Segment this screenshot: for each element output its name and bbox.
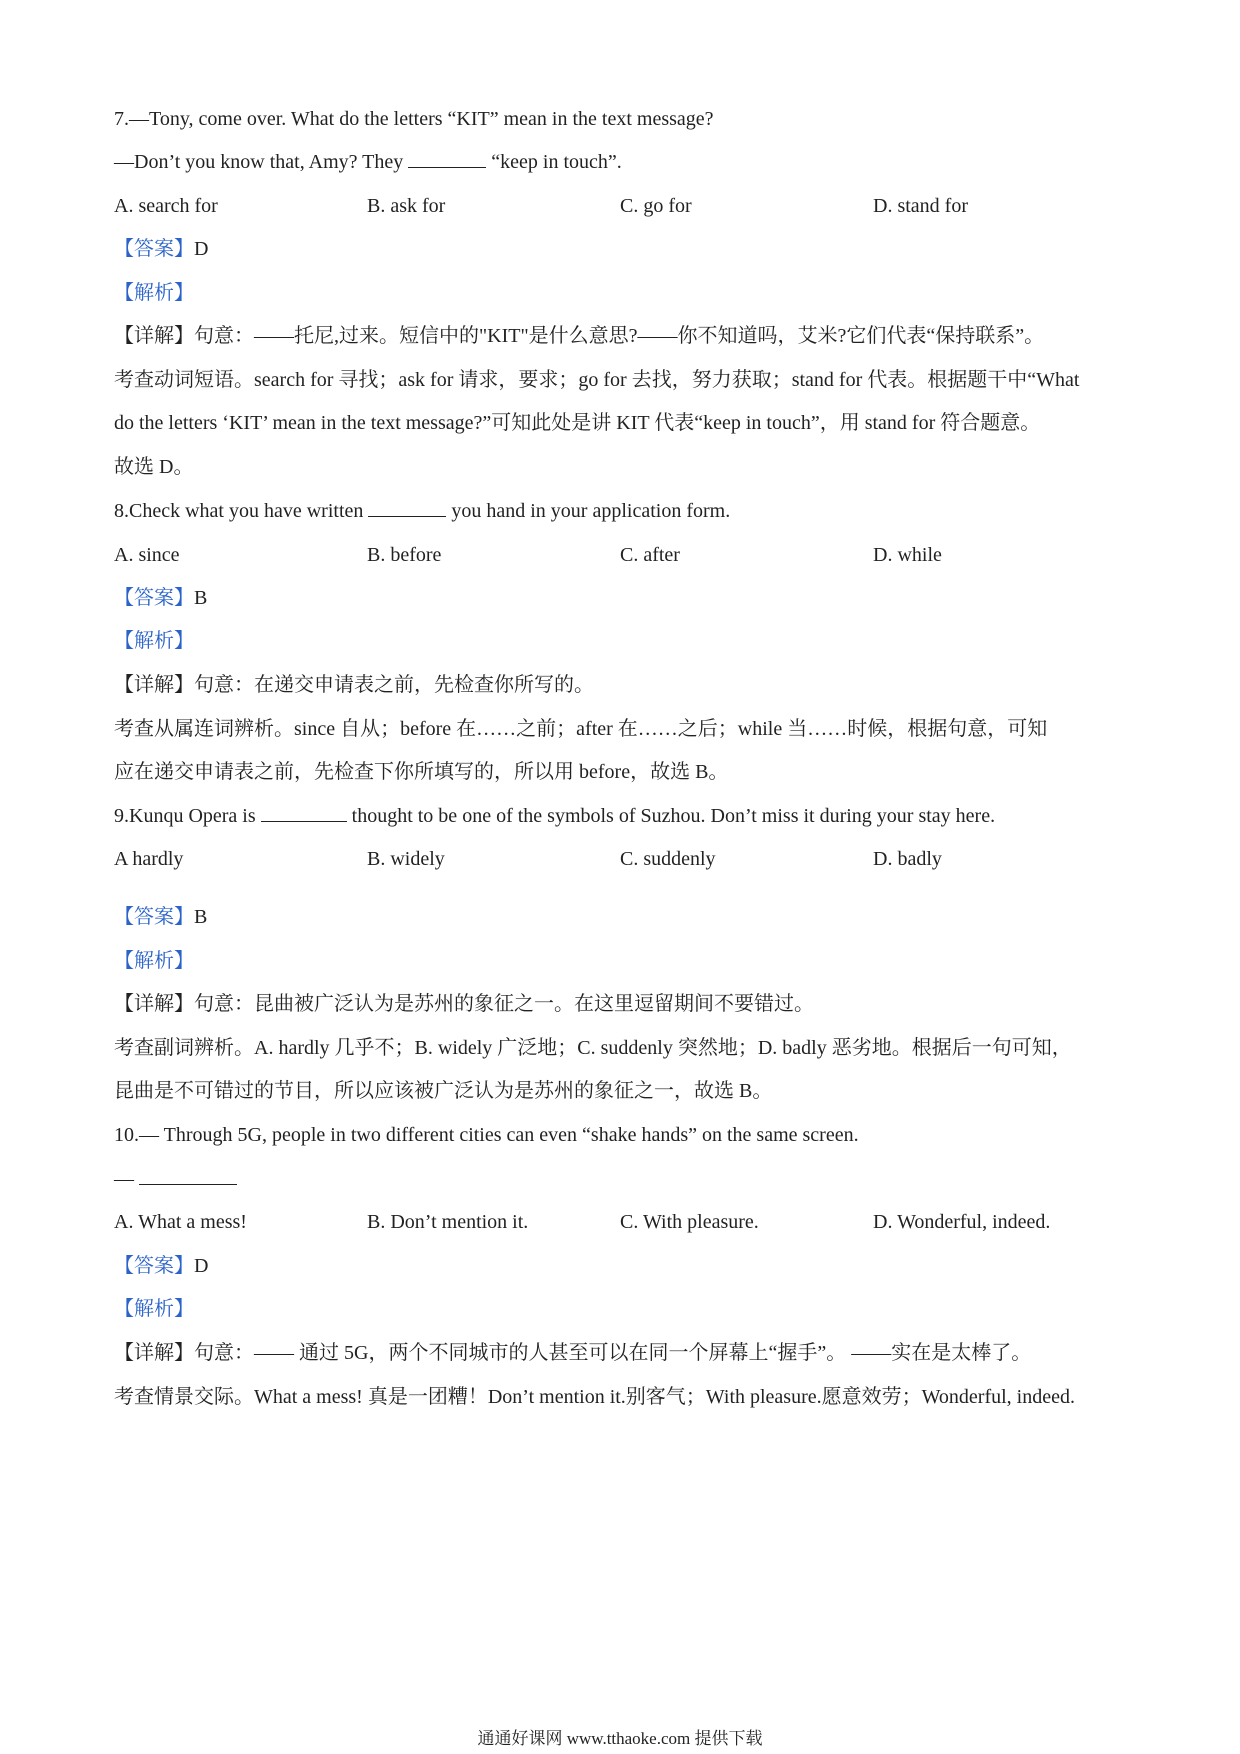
q8-option-c: C. after (620, 544, 680, 566)
q8-analysis-heading: 【解析】 (114, 630, 194, 652)
q7-response: —Don’t you know that, Amy? They “keep in touch”. (114, 151, 622, 173)
q8-stem: 8.Check what you have written you hand in your application form. (114, 500, 731, 522)
answer-blank (139, 1166, 237, 1185)
q7-option-c: C. go for (620, 195, 692, 217)
q7-answer: 【答案】D (114, 238, 209, 260)
q7-option-d: D. stand for (873, 195, 968, 217)
q10-option-b: B. Don’t mention it. (367, 1211, 529, 1233)
q10-stem: 10.— Through 5G, people in two different cities can even “shake hands” on the same screen. (114, 1124, 859, 1146)
q8-option-a: A. since (114, 544, 180, 566)
q7-explanation-line: 考查动词短语。search for 寻找；ask for 请求，要求；go for 去找，努力获取；stand for 代表。根据题干中“What (114, 369, 1080, 391)
q10-detail: 【详解】句意：—— 通过 5G，两个不同城市的人甚至可以在同一个屏幕上“握手”。 ——实在是太棒了。 (114, 1342, 1032, 1364)
q9-explanation-line: 昆曲是不可错过的节目，所以应该被广泛认为是苏州的象征之一，故选 B。 (114, 1080, 773, 1102)
q8-option-d: D. while (873, 544, 942, 566)
q8-explanation-line: 考查从属连词辨析。since 自从；before 在……之前；after 在……之后；while 当……时候，根据句意，可知 (114, 718, 1048, 740)
q10-option-c: C. With pleasure. (620, 1211, 759, 1233)
q10-response: — (114, 1166, 237, 1192)
q9-option-a: A hardly (114, 848, 184, 870)
q10-analysis-heading: 【解析】 (114, 1298, 194, 1320)
q10-option-a: A. What a mess! (114, 1211, 247, 1233)
q10-answer: 【答案】D (114, 1255, 209, 1277)
q8-explanation-line: 应在递交申请表之前，先检查下你所填写的，所以用 before，故选 B。 (114, 761, 729, 783)
q7-option-b: B. ask for (367, 195, 446, 217)
q9-analysis-heading: 【解析】 (114, 950, 194, 972)
q9-option-c: C. suddenly (620, 848, 716, 870)
q7-detail: 【详解】句意：——托尼,过来。短信中的"KIT"是什么意思?——你不知道吗，艾米?它们代表“保持联系”。 (114, 325, 1045, 347)
q8-detail: 【详解】句意：在递交申请表之前，先检查你所写的。 (114, 674, 594, 696)
q7-analysis-heading: 【解析】 (114, 282, 194, 304)
q9-explanation-line: 考查副词辨析。A. hardly 几乎不；B. widely 广泛地；C. suddenly 突然地；D. badly 恶劣地。根据后一句可知， (114, 1037, 1072, 1059)
q9-option-b: B. widely (367, 848, 445, 870)
q8-answer: 【答案】B (114, 587, 208, 609)
page-footer: 通通好课网 www.tthaoke.com 提供下载 (477, 1729, 763, 1748)
q7-explanation-line: 故选 D。 (114, 456, 194, 478)
q7-option-a: A. search for (114, 195, 218, 217)
answer-blank (261, 803, 347, 822)
q9-option-d: D. badly (873, 848, 942, 870)
q7-stem: 7.—Tony, come over. What do the letters “KIT” mean in the text message? (114, 108, 714, 130)
q8-option-b: B. before (367, 544, 442, 566)
q7-explanation-line: do the letters ‘KIT’ mean in the text message?”可知此处是讲 KIT 代表“keep in touch”，用 stand for 符合题意。 (114, 412, 1041, 434)
answer-blank (408, 149, 486, 168)
q9-answer: 【答案】B (114, 906, 208, 928)
q9-stem: 9.Kunqu Opera is thought to be one of the symbols of Suzhou. Don’t miss it during your stay here. (114, 805, 996, 827)
q10-explanation-line: 考查情景交际。What a mess! 真是一团糟！Don’t mention it.别客气；With pleasure.愿意效劳；Wonderful, indeed. (114, 1386, 1075, 1408)
answer-blank (368, 498, 446, 517)
q10-option-d: D. Wonderful, indeed. (873, 1211, 1051, 1233)
q9-detail: 【详解】句意：昆曲被广泛认为是苏州的象征之一。在这里逗留期间不要错过。 (114, 993, 814, 1015)
